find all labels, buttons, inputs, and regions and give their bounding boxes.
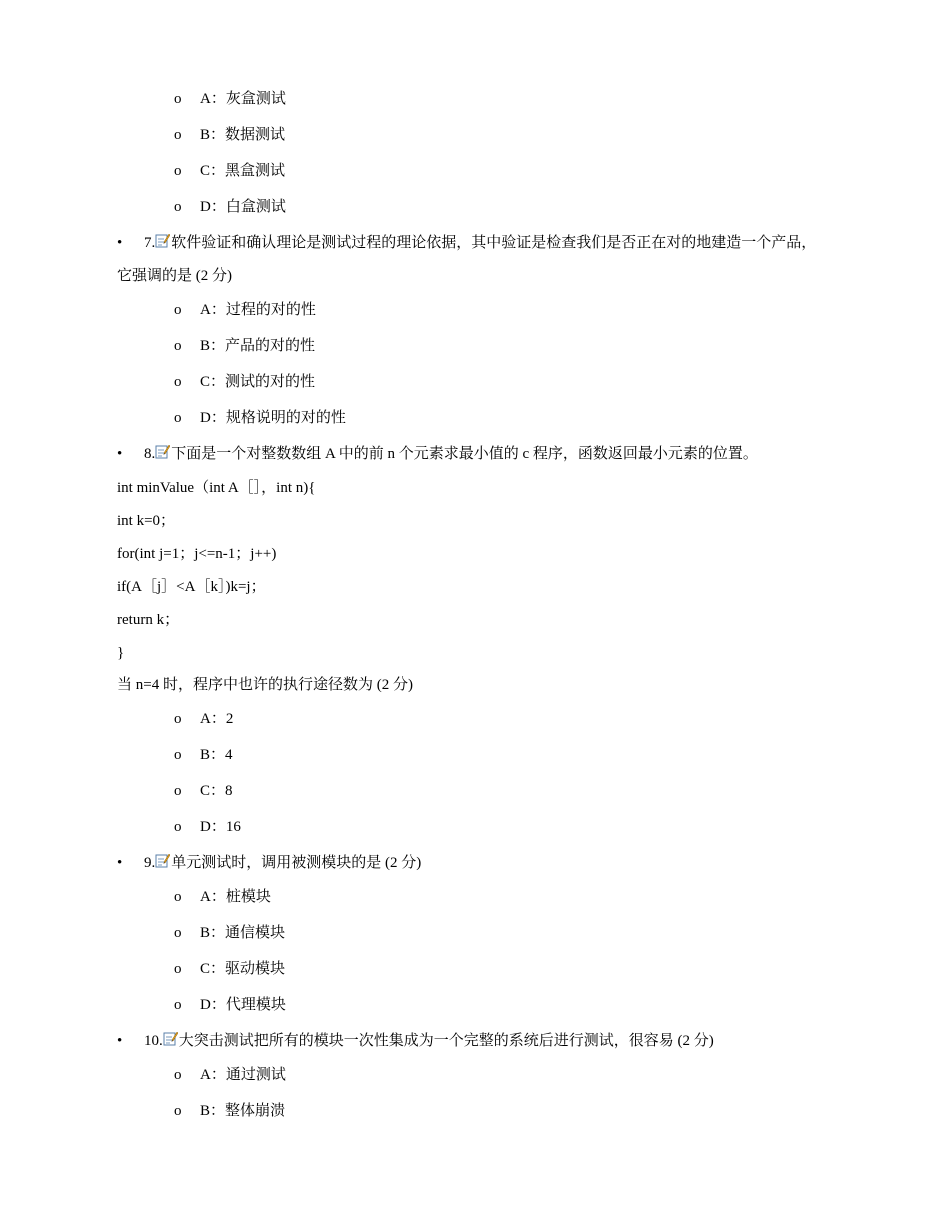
q7-option-d: o D：规格说明的对的性 — [174, 410, 346, 426]
code-line: int minValue（int A［］，int n){ — [117, 480, 316, 496]
q10-option-a: o A：通过测试 — [174, 1067, 286, 1083]
code-line: if(A［j］<A［k］)k=j； — [117, 579, 266, 595]
q7-option-c: o C：测试的对的性 — [174, 374, 316, 390]
q6-option-c: o C：黑盒测试 — [174, 163, 286, 179]
q9-option-c: o C：驱动模块 — [174, 961, 286, 977]
code-line: } — [117, 645, 125, 661]
edit-note-icon — [155, 233, 170, 248]
q6-option-a: o A：灰盒测试 — [174, 91, 286, 107]
edit-note-icon — [163, 1031, 178, 1046]
q7-option-a: o A：过程的对的性 — [174, 302, 316, 318]
question-8-tail: 当 n=4 时，程序中也许的执行途径数为 (2 分) — [117, 677, 413, 693]
question-8: • 8. 下面是一个对整数数组 A 中的前 n 个元素求最小值的 c 程序，函数返回最小元素的位置。 — [117, 446, 758, 462]
q10-option-b: o B：整体崩溃 — [174, 1103, 286, 1119]
code-line: return k； — [117, 612, 180, 628]
q8-option-b: o B：4 — [174, 747, 233, 763]
question-9: • 9. 单元测试时，调用被测模块的是 (2 分) — [117, 855, 422, 871]
question-7: • 7. 软件验证和确认理论是测试过程的理论依据，其中验证是检查我们是否正在对的地建造一个产品， — [117, 235, 817, 251]
code-line: int k=0； — [117, 513, 176, 529]
q9-option-a: o A：桩模块 — [174, 889, 271, 905]
q6-option-d: o D：白盒测试 — [174, 199, 286, 215]
code-line: for(int j=1；j<=n-1；j++) — [117, 546, 277, 562]
q7-option-b: o B：产品的对的性 — [174, 338, 316, 354]
q8-option-d: o D：16 — [174, 819, 241, 835]
q6-option-b: o B：数据测试 — [174, 127, 286, 143]
question-10: • 10. 大突击测试把所有的模块一次性集成为一个完整的系统后进行测试，很容易 (2 分) — [117, 1033, 714, 1049]
edit-note-icon — [155, 444, 170, 459]
q9-option-b: o B：通信模块 — [174, 925, 286, 941]
q9-option-d: o D：代理模块 — [174, 997, 286, 1013]
edit-note-icon — [155, 853, 170, 868]
question-7-line2: 它强调的是 (2 分) — [117, 268, 232, 284]
q8-option-a: o A：2 — [174, 711, 234, 727]
q8-option-c: o C：8 — [174, 783, 233, 799]
